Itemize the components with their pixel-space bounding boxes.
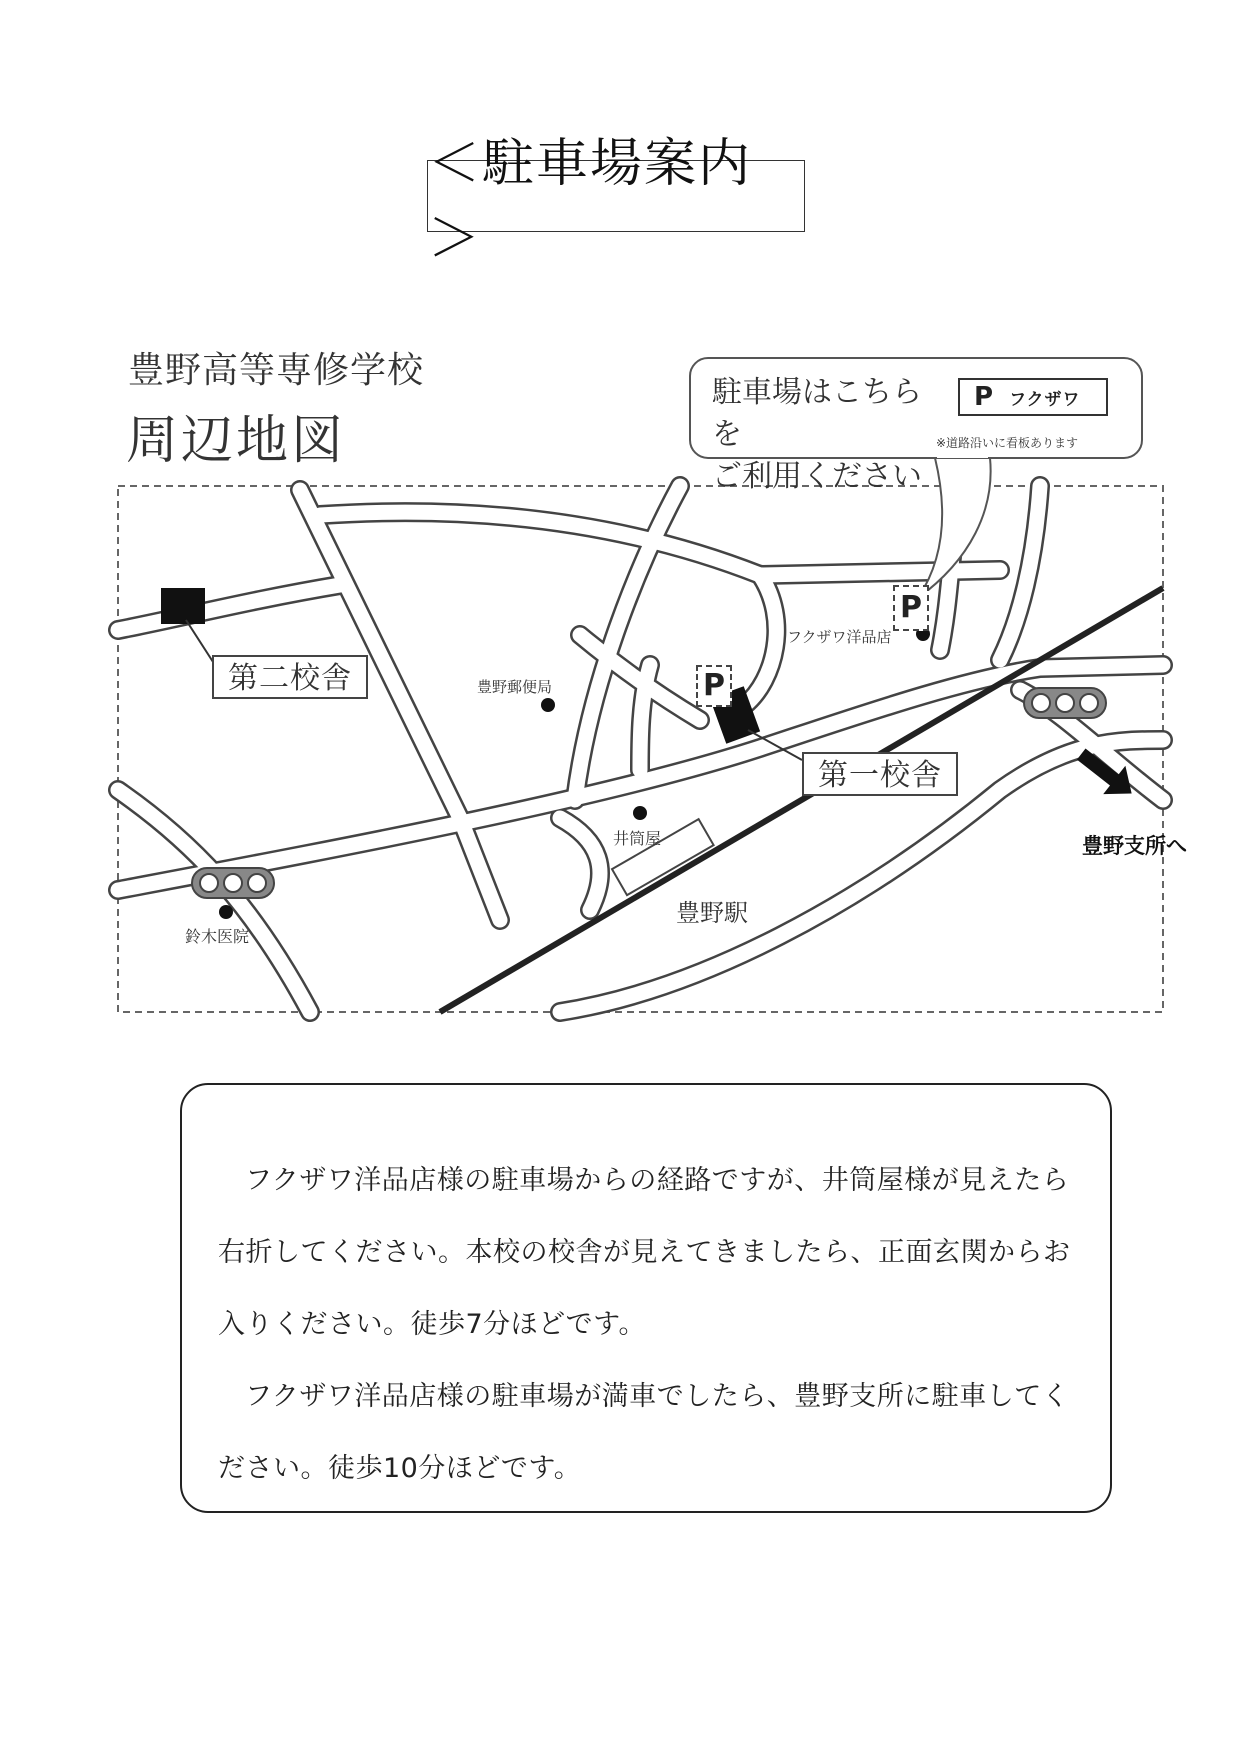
direction-label: 豊野支所へ [1082, 834, 1187, 858]
parking-sign [958, 378, 1108, 416]
callout-text [712, 372, 942, 498]
parking-sign-name: フクザワ [1009, 389, 1081, 410]
clinic-marker [219, 905, 233, 919]
parking-lot-mark-store: P [893, 585, 929, 631]
page-title: ＜駐車場案内＞ [427, 160, 805, 232]
route-info-paragraph-2: フクザワ洋品店様の駐車場が満車でしたら、豊野支所に駐車してください。徒歩10分ほどです。 [218, 1381, 1070, 1484]
map-heading-school-name: 豊野高等専修学校 [128, 350, 425, 391]
building-2-marker [161, 588, 205, 624]
parking-sign-p: P [974, 382, 994, 412]
parking-lot-mark-school: P [696, 665, 732, 707]
map-heading-title: 周辺地図 [126, 411, 347, 471]
building-2-label: 第二校舎 [212, 655, 368, 699]
izutsuya-marker [633, 806, 647, 820]
callout-text-line1: 駐車場はこちらを [712, 375, 922, 452]
building-1-label: 第一校舎 [802, 752, 958, 796]
callout-note: ※道路沿いに看板あります [936, 436, 1079, 450]
traffic-light-icon [1024, 688, 1106, 718]
traffic-light-icon [192, 868, 274, 898]
post-office-label: 豊野郵便局 [477, 678, 553, 696]
clinic-label: 鈴木医院 [185, 927, 250, 946]
station-label: 豊野駅 [676, 899, 748, 927]
post-office-marker [541, 698, 555, 712]
route-info-paragraph-1: フクザワ洋品店様の駐車場からの経路ですが、井筒屋様が見えたら右折してください。本校の校舎が見えてきましたら、正面玄関からお入りください。徒歩7分ほどです。 [218, 1165, 1071, 1340]
building-2-leader [186, 620, 215, 665]
roads [118, 486, 1163, 1012]
callout-text-line2: ご利用ください [712, 459, 922, 494]
route-info-box [180, 1083, 1112, 1513]
izutsuya-label: 井筒屋 [613, 829, 662, 848]
parking-callout [690, 358, 1142, 494]
fukuzawa-store-label: フクザワ洋品店 [787, 628, 892, 646]
